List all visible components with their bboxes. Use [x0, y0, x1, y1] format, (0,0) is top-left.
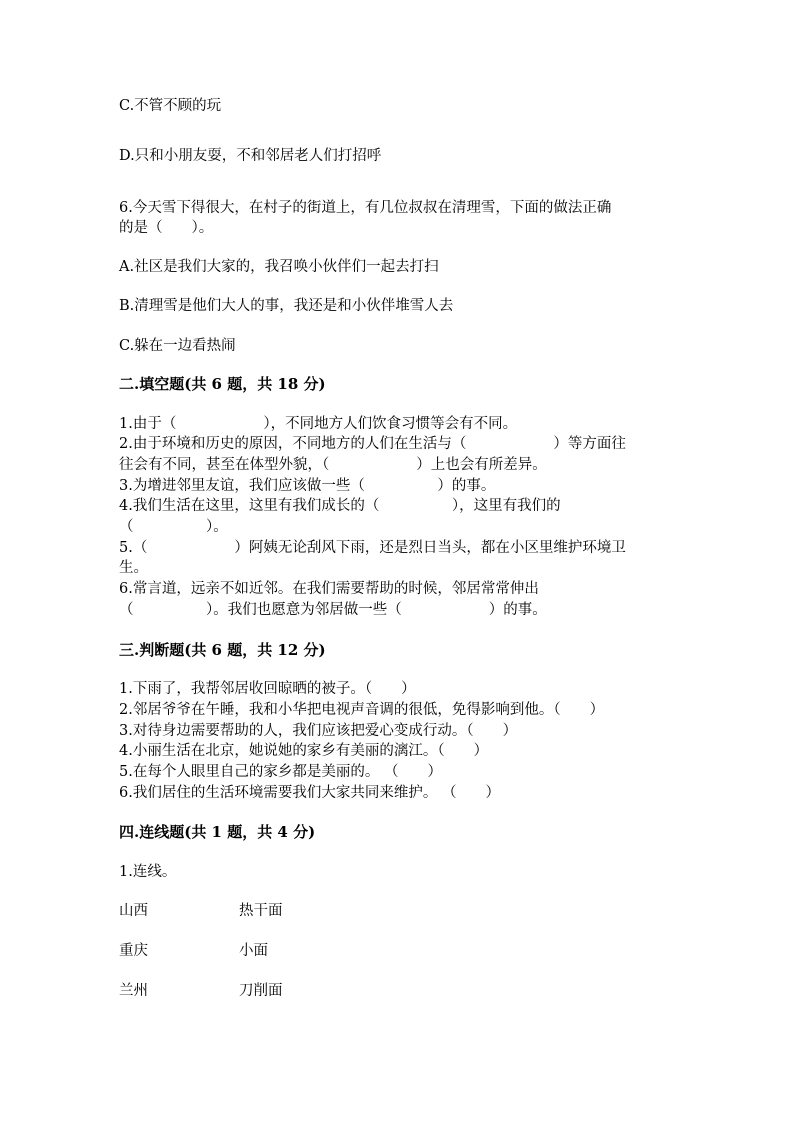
match-left-2: 重庆	[119, 943, 148, 959]
match-left-1: 山西	[119, 903, 148, 919]
judge-line-1: 1.下雨了，我帮邻居收回晾晒的被子。（ ）	[119, 681, 416, 697]
fill-line-2: 2.由于环境和历史的原因，不同地方的人们在生活与（ ）等方面往	[119, 436, 626, 452]
match-right-1: 热干面	[239, 903, 283, 919]
fill-line-7: 5.（ ）阿姨无论刮风下雨，还是烈日当头，都在小区里维护环境卫	[119, 540, 626, 556]
fill-line-9: 6.常言道，远亲不如近邻。在我们需要帮助的时候，邻居常常伸出	[119, 581, 539, 597]
q6-option-c: C.躲在一边看热闹	[119, 338, 236, 354]
section-3-heading: 三.判断题(共 6 题，共 12 分)	[119, 641, 326, 659]
judge-line-3: 3.对待身边需要帮助的人，我们应该把爱心变成行动。（ ）	[119, 723, 518, 739]
q5-option-c: C.不管不顾的玩	[119, 98, 222, 114]
match-left-3: 兰州	[119, 983, 148, 999]
judge-line-6: 6.我们居住的生活环境需要我们大家共同来维护。 （ ）	[119, 785, 500, 801]
q5-option-d: D.只和小朋友耍，不和邻居老人们打招呼	[119, 148, 382, 164]
match-right-2: 小面	[239, 943, 268, 959]
fill-line-3: 往会有不同，甚至在体型外貌，（ ）上也会有所差异。	[119, 457, 547, 473]
match-question: 1.连线。	[119, 864, 177, 880]
fill-line-8: 生。	[119, 560, 148, 576]
section-4-heading: 四.连线题(共 1 题，共 4 分)	[119, 823, 316, 841]
q6-stem-line-2: 的是（ ）。	[119, 220, 214, 236]
judge-line-4: 4.小丽生活在北京，她说她的家乡有美丽的漓江。（ ）	[119, 743, 489, 759]
q6-option-b: B.清理雪是他们大人的事，我还是和小伙伴堆雪人去	[119, 298, 454, 314]
fill-line-10: （ ）。我们也愿意为邻居做一些（ ）的事。	[119, 602, 547, 618]
judge-line-5: 5.在每个人眼里自己的家乡都是美丽的。 （ ）	[119, 764, 442, 780]
fill-line-4: 3.为增进邻里友谊，我们应该做一些（ ）的事。	[119, 478, 496, 494]
fill-line-5: 4.我们生活在这里，这里有我们成长的（ ），这里有我们的	[119, 498, 561, 514]
fill-line-1: 1.由于（ ），不同地方人们饮食习惯等会有不同。	[119, 416, 518, 432]
section-2-heading: 二.填空题(共 6 题，共 18 分)	[119, 375, 326, 393]
fill-line-6: （ ）。	[119, 519, 228, 535]
q6-stem-line-1: 6.今天雪下得很大，在村子的街道上，有几位叔叔在清理雪，下面的做法正确	[119, 200, 612, 216]
q6-option-a: A.社区是我们大家的，我召唤小伙伴们一起去打扫	[119, 259, 439, 275]
match-right-3: 刀削面	[239, 983, 283, 999]
judge-line-2: 2.邻居爷爷在午睡，我和小华把电视声音调的很低，免得影响到他。（ ）	[119, 702, 605, 718]
